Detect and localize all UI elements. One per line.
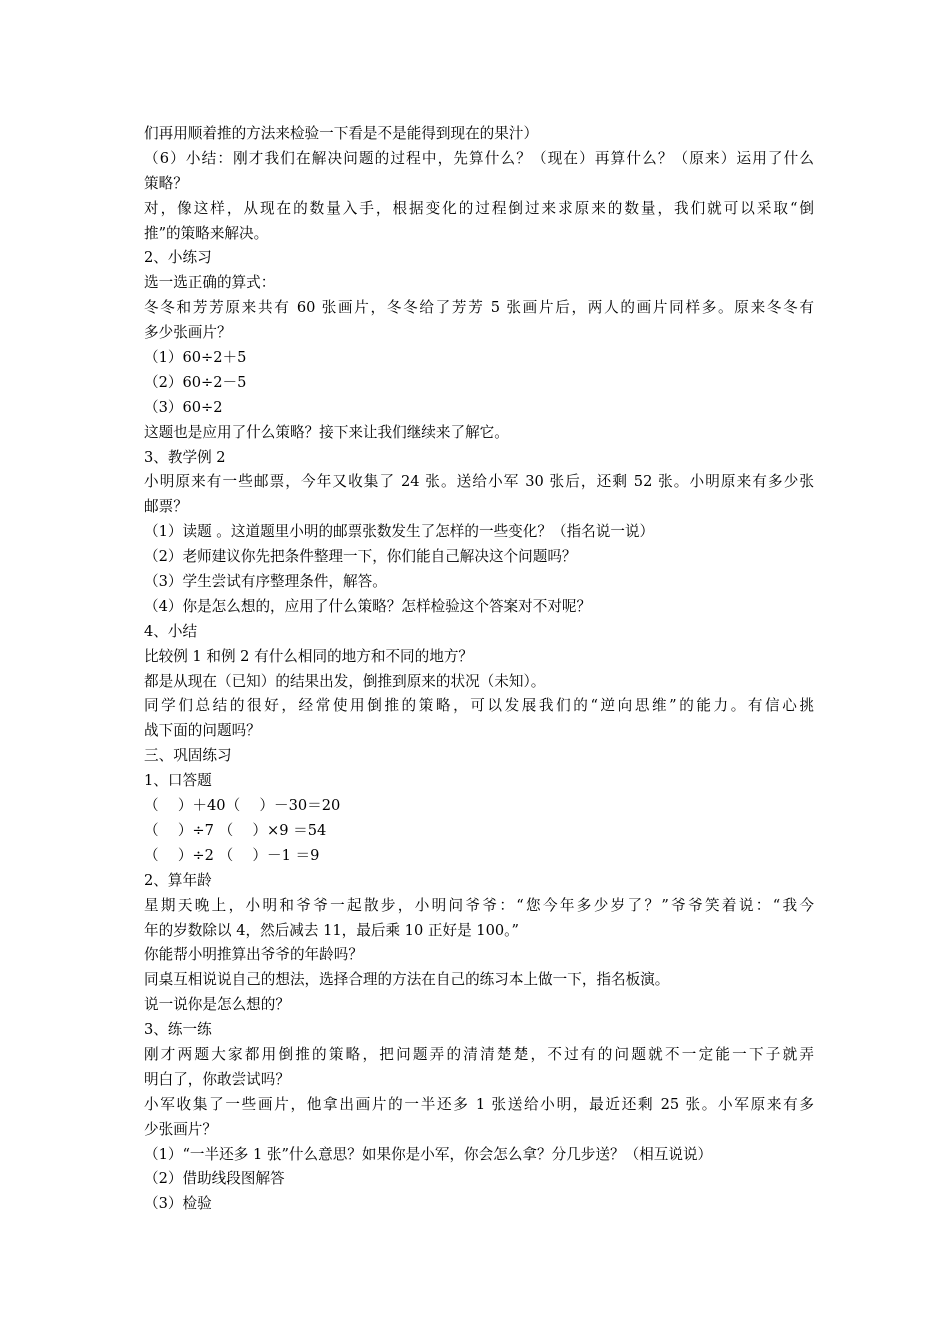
text-line: 们再用顺着推的方法来检验一下看是不是能得到现在的果汁）	[144, 125, 539, 142]
text-line: 选一选正确的算式：	[144, 274, 276, 292]
step-line: （3）检验	[144, 1195, 212, 1213]
text-line: 多少张画片？	[144, 324, 232, 342]
text-line: 都是从现在（已知）的结果出发，倒推到原来的状况（未知）。	[144, 672, 546, 690]
section-heading: 3、练一练	[144, 1021, 212, 1039]
step-line: （3）学生尝试有序整理条件，解答。	[144, 573, 387, 591]
section-heading: 三、巩固练习	[144, 747, 232, 765]
text-line: 年的岁数除以 4，然后减去 11，最后乘 10 正好是 100。”	[144, 921, 519, 939]
text-line: 你能帮小明推算出爷爷的年龄吗？	[144, 946, 363, 964]
section-heading: 2、算年龄	[144, 871, 212, 889]
text-line: 同桌互相说说自己的想法，选择合理的方法在自己的练习本上做一下，指名板演。	[144, 971, 670, 989]
text-line: 战下面的问题吗？	[144, 722, 261, 740]
text-line: 策略？	[144, 174, 188, 192]
text-line: 邮票？	[144, 498, 188, 516]
text-line: 明白了，你敢尝试吗？	[144, 1070, 290, 1088]
text-line: 小明原来有一些邮票，今年又收集了 24 张。送给小军 30 张后，还剩 52 张。小明原来有多少张	[144, 473, 814, 491]
step-line: （1）读题 。这道题里小明的邮票张数发生了怎样的一些变化？（指名说一说）	[144, 523, 655, 541]
text-line: 冬冬和芳芳原来共有 60 张画片，冬冬给了芳芳 5 张画片后，两人的画片同样多。原来冬冬有	[144, 299, 814, 317]
section-heading: 4、小结	[144, 622, 198, 640]
text-line: 同学们总结的很好，经常使用倒推的策略，可以发展我们的“逆向思维”的能力。有信心挑	[144, 697, 814, 715]
option-line: （3）60÷2	[144, 398, 223, 416]
step-line: （2）老师建议你先把条件整理一下，你们能自己解决这个问题吗？	[144, 548, 577, 566]
step-line: （4）你是怎么想的，应用了什么策略？怎样检验这个答案对不对呢？	[144, 597, 592, 615]
text-line: 推”的策略来解决。	[144, 224, 269, 242]
text-line: 这题也是应用了什么策略？接下来让我们继续来了解它。	[144, 423, 509, 441]
text-line: 星期天晚上，小明和爷爷一起散步，小明问爷爷：“您今年多少岁了？”爷爷笑着说：“我今	[144, 896, 814, 914]
section-heading: 2、小练习	[144, 249, 212, 267]
text-line: 小军收集了一些画片，他拿出画片的一半还多 1 张送给小明，最近还剩 25 张。小军原来有多	[144, 1095, 814, 1113]
document-page	[144, 122, 814, 1217]
text-line: 刚才两题大家都用倒推的策略，把问题弄的清清楚楚，不过有的问题就不一定能一下子就弄	[144, 1045, 814, 1063]
step-line: （2）借助线段图解答	[144, 1170, 285, 1188]
option-line: （1）60÷2＋5	[144, 349, 247, 367]
equation-line: （ ）÷7 （ ）×9 ＝54	[144, 821, 327, 839]
equation-line: （ ）÷2 （ ）－1 ＝9	[144, 846, 320, 864]
text-line: 少张画片？	[144, 1120, 217, 1138]
section-heading: 1、口答题	[144, 772, 212, 790]
text-line: 对，像这样，从现在的数量入手，根据变化的过程倒过来求原来的数量，我们就可以采取“倒	[144, 199, 814, 217]
equation-line: （ ）＋40（ ）－30＝20	[144, 797, 341, 815]
text-line: 比较例 1 和例 2 有什么相同的地方和不同的地方？	[144, 647, 474, 665]
text-line: （6）小结：刚才我们在解决问题的过程中，先算什么？（现在）再算什么？（原来）运用了什么	[144, 149, 814, 167]
option-line: （2）60÷2－5	[144, 373, 247, 391]
text-line: 说一说你是怎么想的？	[144, 996, 290, 1014]
section-heading: 3、教学例 2	[144, 448, 226, 466]
step-line: （1）“一半还多 1 张”什么意思？如果你是小军，你会怎么拿？分几步送？（相互说说）	[144, 1145, 713, 1163]
